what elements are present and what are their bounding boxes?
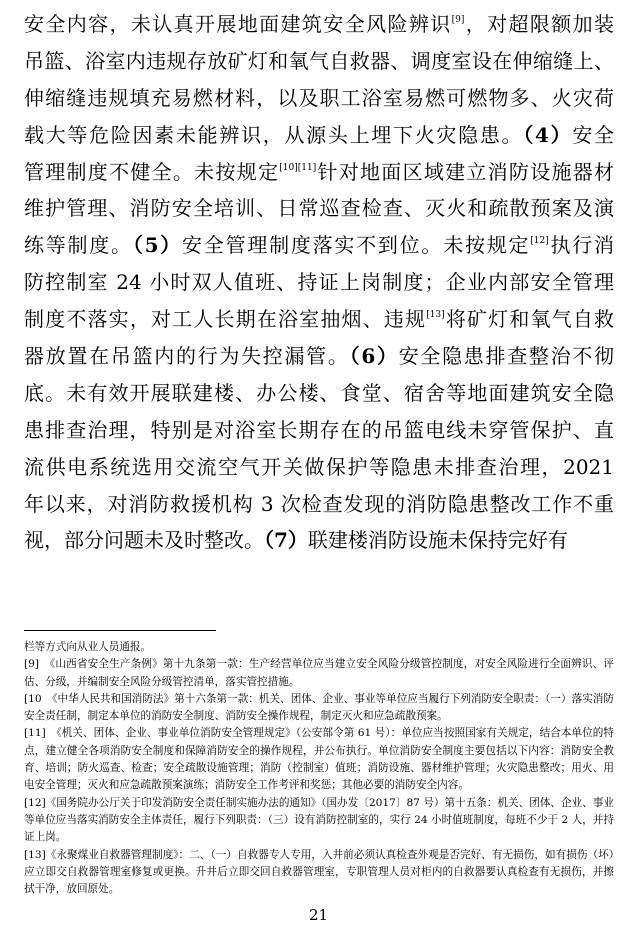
text-run: 安全隐患排查整治不彻 xyxy=(398,344,615,369)
text-run: 器放置在吊篮内的行为失控漏管。 xyxy=(24,344,350,369)
text-run: 防控制室 24 小时双人值班、持证上岗制度；企业内部安全管理 xyxy=(24,270,614,295)
text-run: 安全 xyxy=(572,122,615,147)
footnote: 栏等方式向从业人员通报。 xyxy=(24,641,152,653)
page-number: 21 xyxy=(308,906,329,924)
text-run: 联建楼消防设施未保持完好有 xyxy=(307,528,568,553)
body-line xyxy=(24,43,614,80)
text-run: 患排查治理，特别是对浴室长期存在的吊篮电线未穿管保护、直 xyxy=(24,417,614,442)
list-item-number: （5） xyxy=(132,233,183,258)
body-line xyxy=(24,6,614,43)
body-text xyxy=(24,6,614,559)
footnote: [11] 《机关、团体、企业、事业单位消防安全管理规定》（公安部令第 61 号）：单位应当按照国家有关规定，结合本单位的特点，建立健全各项消防安全制度和保障消防安全的操作规程，并公布执行。单位消防安全制度主要包括以下内容：消防安全教育、培训；防火巡查、检查；安全疏散设施管理；消防（控制室）值班；消防设施、器材维护管理；火灾隐患整改；用火、用电安全管理；灭火和应急疏散预案演练；消防安全工作考评和奖惩；其他必要的消防安全内容。 xyxy=(24,727,614,792)
text-run: 将矿灯和氧气自救 xyxy=(444,307,615,332)
text-run: 制度不落实，对工人长期在浴室抽烟、违规 xyxy=(24,307,427,332)
footnote-separator xyxy=(24,630,216,631)
list-item-number: （4） xyxy=(523,122,573,147)
footnotes xyxy=(24,639,614,898)
text-run: 流供电系统选用交流空气开关做保护等隐患未排查治理，2021 xyxy=(24,454,614,479)
body-line xyxy=(24,301,614,338)
footnote: [9] 《山西省安全生产条例》第十九条第一款：生产经营单位应当建立安全风险分级管控制度，对安全风险进行全面辨识、评估、分级，并编制安全风险分级管控清单，落实管控措施。 xyxy=(24,658,614,688)
body-line xyxy=(24,190,614,227)
text-run: 针对地面区域建立消防设施器材 xyxy=(316,159,615,184)
footnote-reference: [13] xyxy=(426,310,445,321)
body-line xyxy=(24,412,614,449)
body-line xyxy=(24,80,614,117)
footnote: [12]《国务院办公厅关于印发消防安全责任制实施办法的通知》（国办发〔2017〕87 号）第十五条：机关、团体、企业、事业等单位应当落实消防安全主体责任，履行下列职责：（三）设有消防控制室的，实行 24 小时值班制度，每班不少于 2 人，并持证上岗。 xyxy=(24,796,614,844)
text-run: ，对超限额加装 xyxy=(464,12,615,36)
text-run: 吊篮、浴室内违规存放矿灯和氧气自救器、调度室设在伸缩缝上、 xyxy=(24,48,614,73)
text-run: 管理制度不健全。未按规定 xyxy=(24,159,280,184)
body-line xyxy=(24,154,614,191)
text-run: 年以来，对消防救援机构 3 次检查发现的消防隐患整改工作不重 xyxy=(24,491,614,516)
body-line xyxy=(24,117,614,154)
body-line xyxy=(24,375,614,412)
footnote-reference: [10] xyxy=(279,162,298,173)
body-line xyxy=(24,264,614,301)
text-run: 载大等危险因素未能辨识，从源头上埋下火灾隐患。 xyxy=(24,122,524,147)
text-run: 安全管理制度落实不到位。未按规定 xyxy=(182,233,531,258)
footnote-reference: [9] xyxy=(451,15,465,25)
text-run: 练等制度。 xyxy=(24,233,133,258)
text-run: 安全内容，未认真开展地面建筑安全风险辨识 xyxy=(24,12,452,36)
text-run: 视，部分问题未及时整改。 xyxy=(24,528,264,553)
body-line xyxy=(24,338,614,375)
list-item-number: （6） xyxy=(349,344,399,369)
text-run: 执行消 xyxy=(548,233,615,258)
footnote: [13]《永聚煤业自救器管理制度》：二、（一）自救器专人专用，入井前必须认真检查外观是否完好、有无损伤，如有损伤（坏）应立即交自救器管理室修复或更换。升井后立即交回自救器管理室，专职管理人员对柜内的自救器要认真检查有无损伤，并擦拭干净，放回原处。 xyxy=(24,848,614,896)
footnote-reference: [11] xyxy=(297,162,317,173)
body-line xyxy=(24,227,614,264)
body-line xyxy=(24,449,614,486)
footnote-reference: [12] xyxy=(530,236,549,247)
text-run: 维护管理、消防安全培训、日常巡查检查、灭火和疏散预案及演 xyxy=(24,196,614,221)
list-item-number: （7） xyxy=(264,528,308,553)
body-line xyxy=(24,486,614,523)
body-line xyxy=(24,522,614,559)
text-run: 伸缩缝违规填充易燃材料，以及职工浴室易燃可燃物多、火灾荷 xyxy=(24,85,614,110)
text-run: 底。未有效开展联建楼、办公楼、食堂、宿舍等地面建筑安全隐 xyxy=(24,380,614,405)
footnote: [10 《中华人民共和国消防法》第十六条第一款：机关、团体、企业、事业等单位应当履行下列消防安全职责：（一）落实消防安全责任制，制定本单位的消防安全制度、消防安全操作规程，制定灭火和应急疏散预案。 xyxy=(24,692,614,723)
